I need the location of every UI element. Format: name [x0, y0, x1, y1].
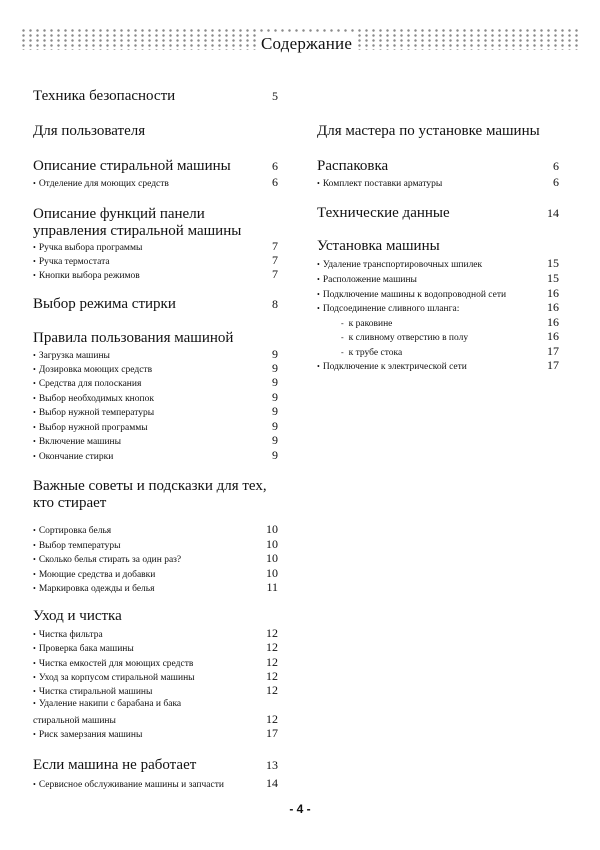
- toc-section: [33, 158, 278, 175]
- toc-entry-label: Распаковка: [317, 158, 389, 174]
- toc-entry: [33, 581, 278, 595]
- toc-entry: [33, 254, 278, 268]
- toc-page-number: 11: [266, 580, 278, 594]
- toc-entry-label: • Выбор нужной температуры: [33, 407, 154, 419]
- page-title: Содержание: [258, 34, 355, 54]
- toc-entry-label: • Кнопки выбора режимов: [33, 270, 140, 282]
- toc-entry-label: • Дозировка моющих средств: [33, 364, 152, 376]
- toc-entry: [33, 713, 278, 727]
- toc-entry: [33, 362, 278, 376]
- toc-entry-label: • Сервисное обслуживание машины и запчасти: [33, 779, 224, 791]
- toc-entry-label: • Чистка емкостей для моющих средств: [33, 658, 193, 670]
- toc-entry: [317, 316, 559, 330]
- toc-entry-label: • Сколько белья стирать за один раз?: [33, 554, 181, 566]
- toc-entry: [317, 176, 559, 190]
- toc-entry-label: - к сливному отверстию в полу: [317, 332, 468, 344]
- toc-page-number: 7: [272, 267, 278, 281]
- toc-entry: [33, 268, 278, 282]
- toc-entry-label: управления стиральной машины: [33, 223, 242, 239]
- toc-page-number: 16: [547, 315, 559, 329]
- toc-entry-label: • Чистка фильтра: [33, 629, 103, 641]
- toc-page-number: 9: [272, 448, 278, 462]
- toc-section: [317, 158, 559, 175]
- toc-entry-label: кто стирает: [33, 495, 107, 511]
- toc-page-number: 9: [272, 361, 278, 375]
- toc-section: [317, 238, 559, 255]
- toc-entry-label: • Средства для полоскания: [33, 378, 141, 390]
- toc-entry-label: • Выбор нужной программы: [33, 422, 148, 434]
- toc-entry-label: • Включение машины: [33, 436, 121, 448]
- toc-page-number: 12: [266, 655, 278, 669]
- toc-page-number: 12: [266, 712, 278, 726]
- toc-page-number: 12: [266, 626, 278, 640]
- toc-page-number: 9: [272, 390, 278, 404]
- toc-entry-label: Технические данные: [317, 205, 450, 221]
- toc-entry-label: • Удаление накипи с барабана и бака: [33, 698, 181, 710]
- toc-entry: [33, 698, 278, 710]
- toc-entry-label: • Отделение для моющих средств: [33, 178, 169, 190]
- toc-section: [33, 608, 278, 625]
- toc-entry-label: • Ручка термостата: [33, 256, 110, 268]
- toc-entry-label: Установка машины: [317, 238, 440, 254]
- toc-entry: [317, 257, 559, 271]
- toc-entry-label: • Сортировка белья: [33, 525, 111, 537]
- toc-page-number: 7: [272, 253, 278, 267]
- page-number: - 4 -: [289, 802, 311, 816]
- toc-page-number: 8: [272, 297, 278, 311]
- toc-entry: [33, 434, 278, 448]
- toc-entry: [33, 391, 278, 405]
- toc-entry-label: • Моющие средства и добавки: [33, 569, 155, 581]
- toc-entry-label: • Ручка выбора программы: [33, 242, 142, 254]
- toc-section: [33, 123, 278, 140]
- toc-entry: [33, 552, 278, 566]
- toc-page-number: 5: [272, 89, 278, 103]
- toc-entry: [33, 538, 278, 552]
- toc-page-number: 13: [266, 758, 278, 772]
- toc-entry-label: • Выбор необходимых кнопок: [33, 393, 154, 405]
- toc-entry: [33, 523, 278, 537]
- toc-page-number: 17: [547, 358, 559, 372]
- toc-page-number: 6: [553, 159, 559, 173]
- toc-entry-label: Выбор режима стирки: [33, 296, 176, 312]
- toc-entry: [33, 627, 278, 641]
- toc-entry-label: Описание стиральной машины: [33, 158, 231, 174]
- toc-page-number: 14: [266, 776, 278, 790]
- toc-entry: [33, 567, 278, 581]
- toc-entry: [33, 240, 278, 254]
- toc-entry: [317, 287, 559, 301]
- toc-entry-label: - к раковине: [317, 318, 392, 330]
- toc-page-number: 6: [272, 175, 278, 189]
- toc-entry: [33, 420, 278, 434]
- toc-page-number: 9: [272, 433, 278, 447]
- toc-entry: [317, 359, 559, 373]
- toc-entry: [33, 449, 278, 463]
- toc-entry: [317, 330, 559, 344]
- toc-entry: [33, 656, 278, 670]
- toc-page-number: 15: [547, 271, 559, 285]
- toc-page-number: 9: [272, 404, 278, 418]
- toc-entry: [317, 301, 559, 315]
- toc-entry-label: • Окончание стирки: [33, 451, 113, 463]
- toc-entry: [33, 641, 278, 655]
- toc-entry-label: • Загрузка машины: [33, 350, 110, 362]
- toc-entry-label: • Чистка стиральной машины: [33, 686, 152, 698]
- toc-entry-label: • Подключение машины к водопроводной сети: [317, 289, 506, 301]
- toc-page-number: 12: [266, 640, 278, 654]
- toc-entry-label: • Подсоединение сливного шланга:: [317, 303, 459, 315]
- toc-section: [33, 330, 278, 347]
- toc-entry-label: • Маркировка одежды и белья: [33, 583, 154, 595]
- toc-section: [33, 223, 278, 240]
- toc-entry: [317, 272, 559, 286]
- toc-page-number: 7: [272, 239, 278, 253]
- toc-page-number: 12: [266, 683, 278, 697]
- toc-entry-label: • Проверка бака машины: [33, 643, 134, 655]
- toc-entry-label: • Выбор температуры: [33, 540, 121, 552]
- toc-entry-label: - к трубе стока: [317, 347, 402, 359]
- toc-entry-label: Правила пользования машиной: [33, 330, 234, 346]
- toc-page-number: 16: [547, 300, 559, 314]
- toc-section: [317, 123, 559, 140]
- toc-page-number: 12: [266, 669, 278, 683]
- toc-page-number: 9: [272, 419, 278, 433]
- toc-entry-label: Для мастера по установке машины: [317, 123, 540, 139]
- toc-entry-label: Важные советы и подсказки для тех,: [33, 478, 267, 494]
- toc-entry-label: Описание функций панели: [33, 206, 205, 222]
- toc-entry: [33, 670, 278, 684]
- toc-entry: [33, 376, 278, 390]
- toc-entry-label: • Риск замерзания машины: [33, 729, 142, 741]
- toc-section: [33, 296, 278, 313]
- toc-section: [317, 205, 559, 222]
- toc-entry-label: Для пользователя: [33, 123, 146, 139]
- toc-entry: [33, 777, 278, 791]
- toc-page-number: 10: [266, 566, 278, 580]
- toc-entry: [33, 727, 278, 741]
- toc-page-number: 9: [272, 375, 278, 389]
- toc-section: [33, 88, 278, 105]
- toc-entry-label: Техника безопасности: [33, 88, 176, 104]
- toc-page-number: 10: [266, 537, 278, 551]
- toc-entry: [317, 345, 559, 359]
- toc-page-number: 6: [553, 175, 559, 189]
- toc-page-number: 17: [266, 726, 278, 740]
- toc-section: [33, 206, 278, 223]
- toc-entry-label: Уход и чистка: [33, 608, 122, 624]
- toc-entry-label: • Уход за корпусом стиральной машины: [33, 672, 195, 684]
- toc-entry: [33, 405, 278, 419]
- toc-page-number: 9: [272, 347, 278, 361]
- toc-entry-label: • Удаление транспортировочных шпилек: [317, 259, 482, 271]
- toc-page-number: 10: [266, 551, 278, 565]
- toc-entry-label: • Расположение машины: [317, 274, 417, 286]
- toc-page-number: 17: [547, 344, 559, 358]
- toc-page-number: 15: [547, 256, 559, 270]
- toc-page-number: 10: [266, 522, 278, 536]
- toc-entry: [33, 348, 278, 362]
- toc-entry-label: Если машина не работает: [33, 757, 197, 773]
- toc-page-number: 14: [547, 206, 559, 220]
- toc-page-number: 16: [547, 286, 559, 300]
- toc-page-number: 16: [547, 329, 559, 343]
- toc-entry-label: • Комплект поставки арматуры: [317, 178, 442, 190]
- toc-entry-label: стиральной машины: [33, 716, 116, 726]
- toc-entry: [33, 684, 278, 698]
- toc-entry-label: • Подключение к электрической сети: [317, 361, 467, 373]
- toc-section: [33, 757, 278, 774]
- toc-page-number: 6: [272, 159, 278, 173]
- toc-section: [33, 494, 278, 513]
- toc-entry: [33, 176, 278, 190]
